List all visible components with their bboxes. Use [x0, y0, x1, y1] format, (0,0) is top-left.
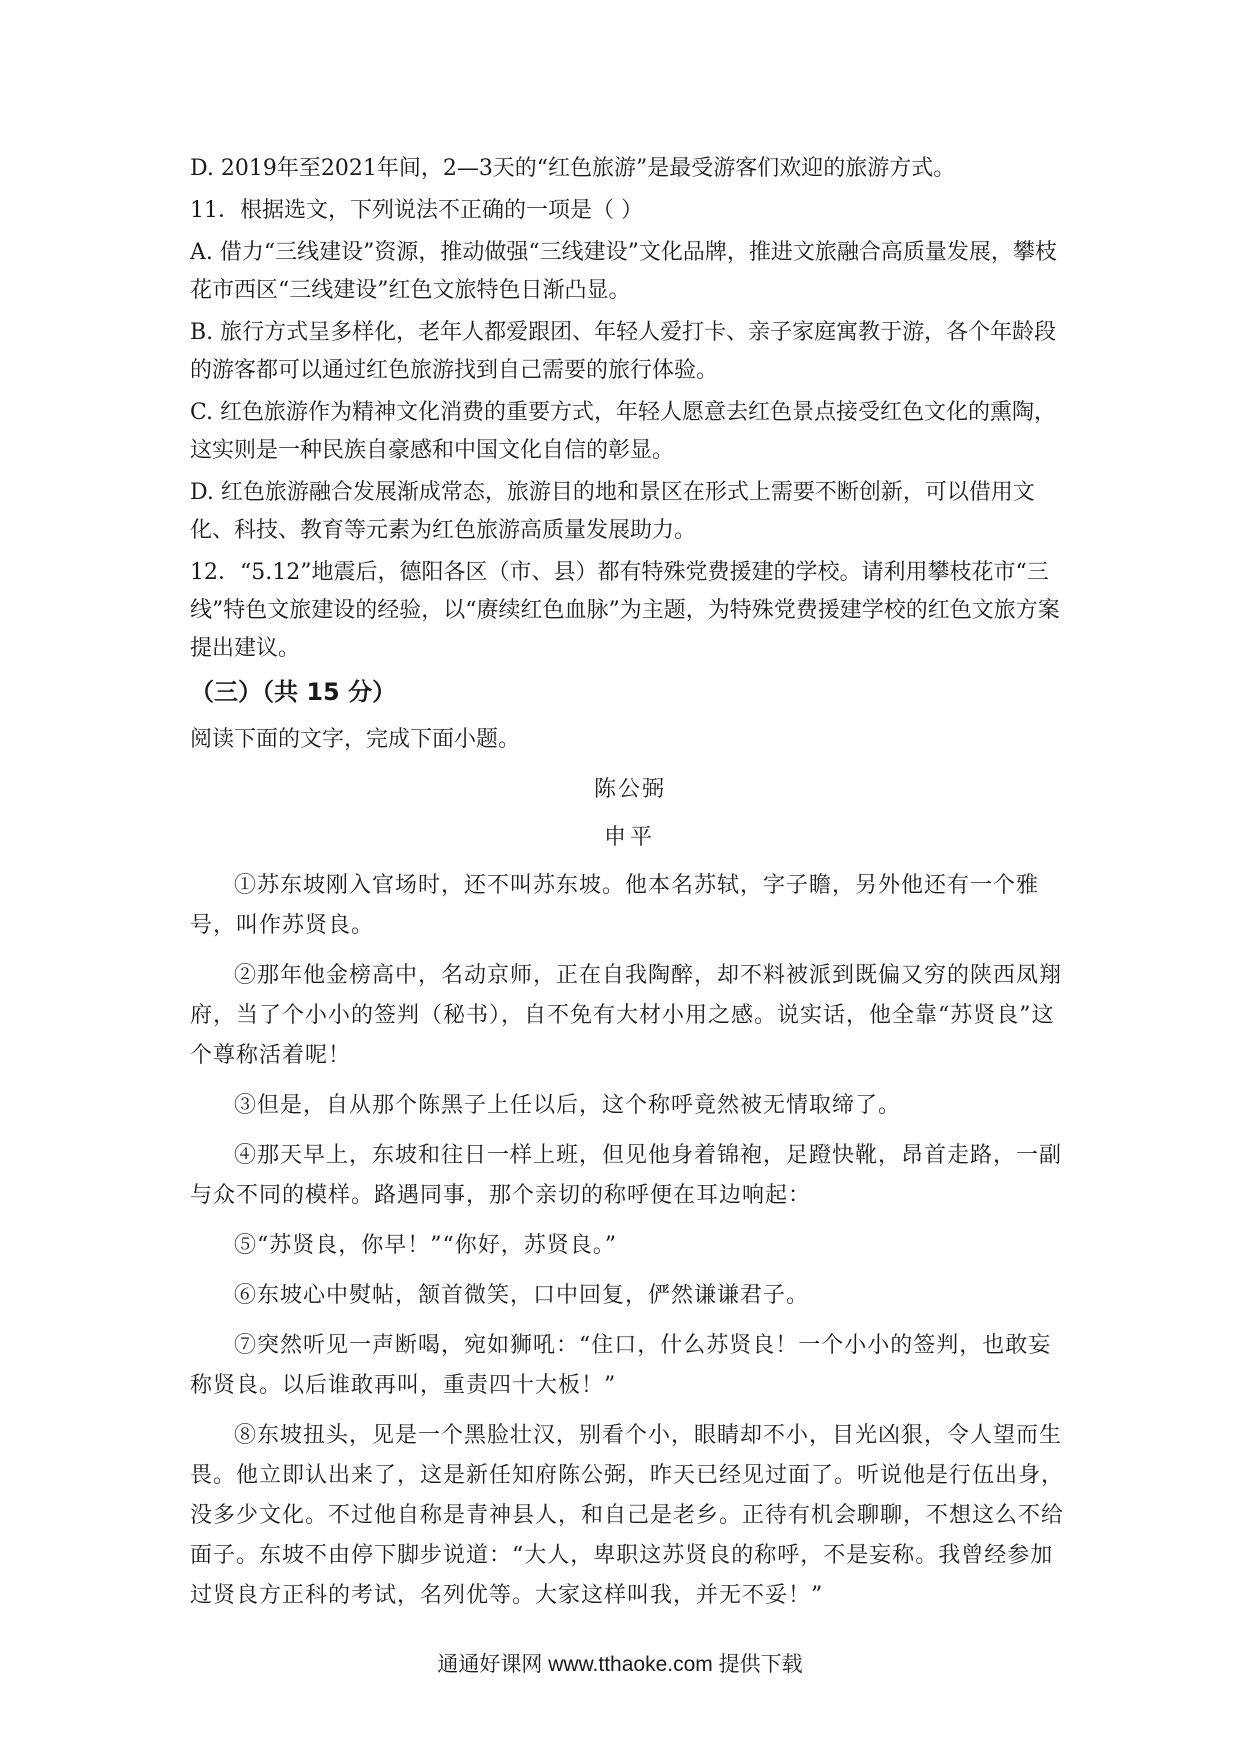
page-footer: 通通好课网 www.tthaoke.com 提供下载 — [437, 1653, 803, 1676]
article-paragraph: ⑤“苏贤良，你早！”“你好，苏贤良。” — [234, 1233, 617, 1258]
reading-instruction: 阅读下面的文字，完成下面小题。 — [190, 727, 521, 752]
article-paragraph: ④那天早上，东坡和往日一样上班，但见他身着锦袍，足蹬快靴，昂首走路，一副与众不同的模样。路遇同事，那个亲切的称呼便在耳边响起： — [190, 1143, 1063, 1208]
q11-option-b: B. 旅行方式呈多样化，老年人都爱跟团、年轻人爱打卡、亲子家庭寓教于游，各个年龄段的游客都可以通过红色旅游找到自己需要的旅行体验。 — [190, 320, 1057, 383]
exam-content — [190, 150, 1070, 1626]
q10-option-d: D. 2019年至2021年间，2—3天的“红色旅游”是最受游客们欢迎的旅游方式。 — [190, 156, 956, 181]
q11-option-c: C. 红色旅游作为精神文化消费的重要方式，年轻人愿意去红色景点接受红色文化的熏陶，这实则是一种民族自豪感和中国文化自信的彰显。 — [190, 400, 1057, 463]
article-author: 申平 — [603, 825, 656, 850]
section-title: （三）（共 15 分） — [190, 678, 397, 706]
article-paragraph: ⑧东坡扭头，见是一个黑脸壮汉，别看个小，眼睛却不小，目光凶狠，令人望而生畏。他立即认出来了，这是新任知府陈公弼，昨天已经见过面了。听说他是行伍出身，没多少文化。不过他自称是青神县人，和自己是老乡。正待有机会聊聊，不想这么不给面子。东坡不由停下脚步说道：“大人，卑职这苏贤良的称呼，不是妄称。我曾经参加过贤良方正科的考试，名列优等。大家这样叫我，并无不妥！” — [190, 1423, 1065, 1608]
article-paragraph: ⑥东坡心中熨帖，颔首微笑，口中回复，俨然谦谦君子。 — [234, 1283, 810, 1308]
article-paragraph: ①苏东坡刚入官场时，还不叫苏东坡。他本名苏轼，字子瞻，另外他还有一个雅号，叫作苏贤良。 — [190, 873, 1040, 938]
q11-option-a: A. 借力“三线建设”资源，推动做强“三线建设”文化品牌，推进文旅融合高质量发展，攀枝花市西区“三线建设”红色文旅特色日渐凸显。 — [190, 240, 1057, 303]
q12-stem: 12．“5.12”地震后，德阳各区（市、县）都有特殊党费援建的学校。请利用攀枝花市“三线”特色文旅建设的经验，以“赓续红色血脉”为主题，为特殊党费援建学校的红色文旅方案提出建议。 — [190, 560, 1060, 661]
q11-option-d: D. 红色旅游融合发展渐成常态，旅游目的地和景区在形式上需要不断创新，可以借用文化、科技、教育等元素为红色旅游高质量发展助力。 — [190, 480, 1035, 543]
article-paragraph: ③但是，自从那个陈黑子上任以后，这个称呼竟然被无情取缔了。 — [234, 1093, 902, 1118]
article-paragraph: ⑦突然听见一声断喝，宛如狮吼：“住口，什么苏贤良！一个小小的签判，也敢妄称贤良。以后谁敢再叫，重责四十大板！” — [190, 1333, 1052, 1398]
q11-stem: 11．根据选文，下列说法不正确的一项是（ ） — [190, 198, 643, 223]
article-paragraph: ②那年他金榜高中，名动京师，正在自我陶醉，却不料被派到既偏又穷的陕西凤翔府，当了个小小的签判（秘书），自不免有大材小用之感。说实话，他全靠“苏贤良”这个尊称活着呢！ — [190, 963, 1063, 1068]
article-title: 陈公弼 — [593, 777, 666, 802]
